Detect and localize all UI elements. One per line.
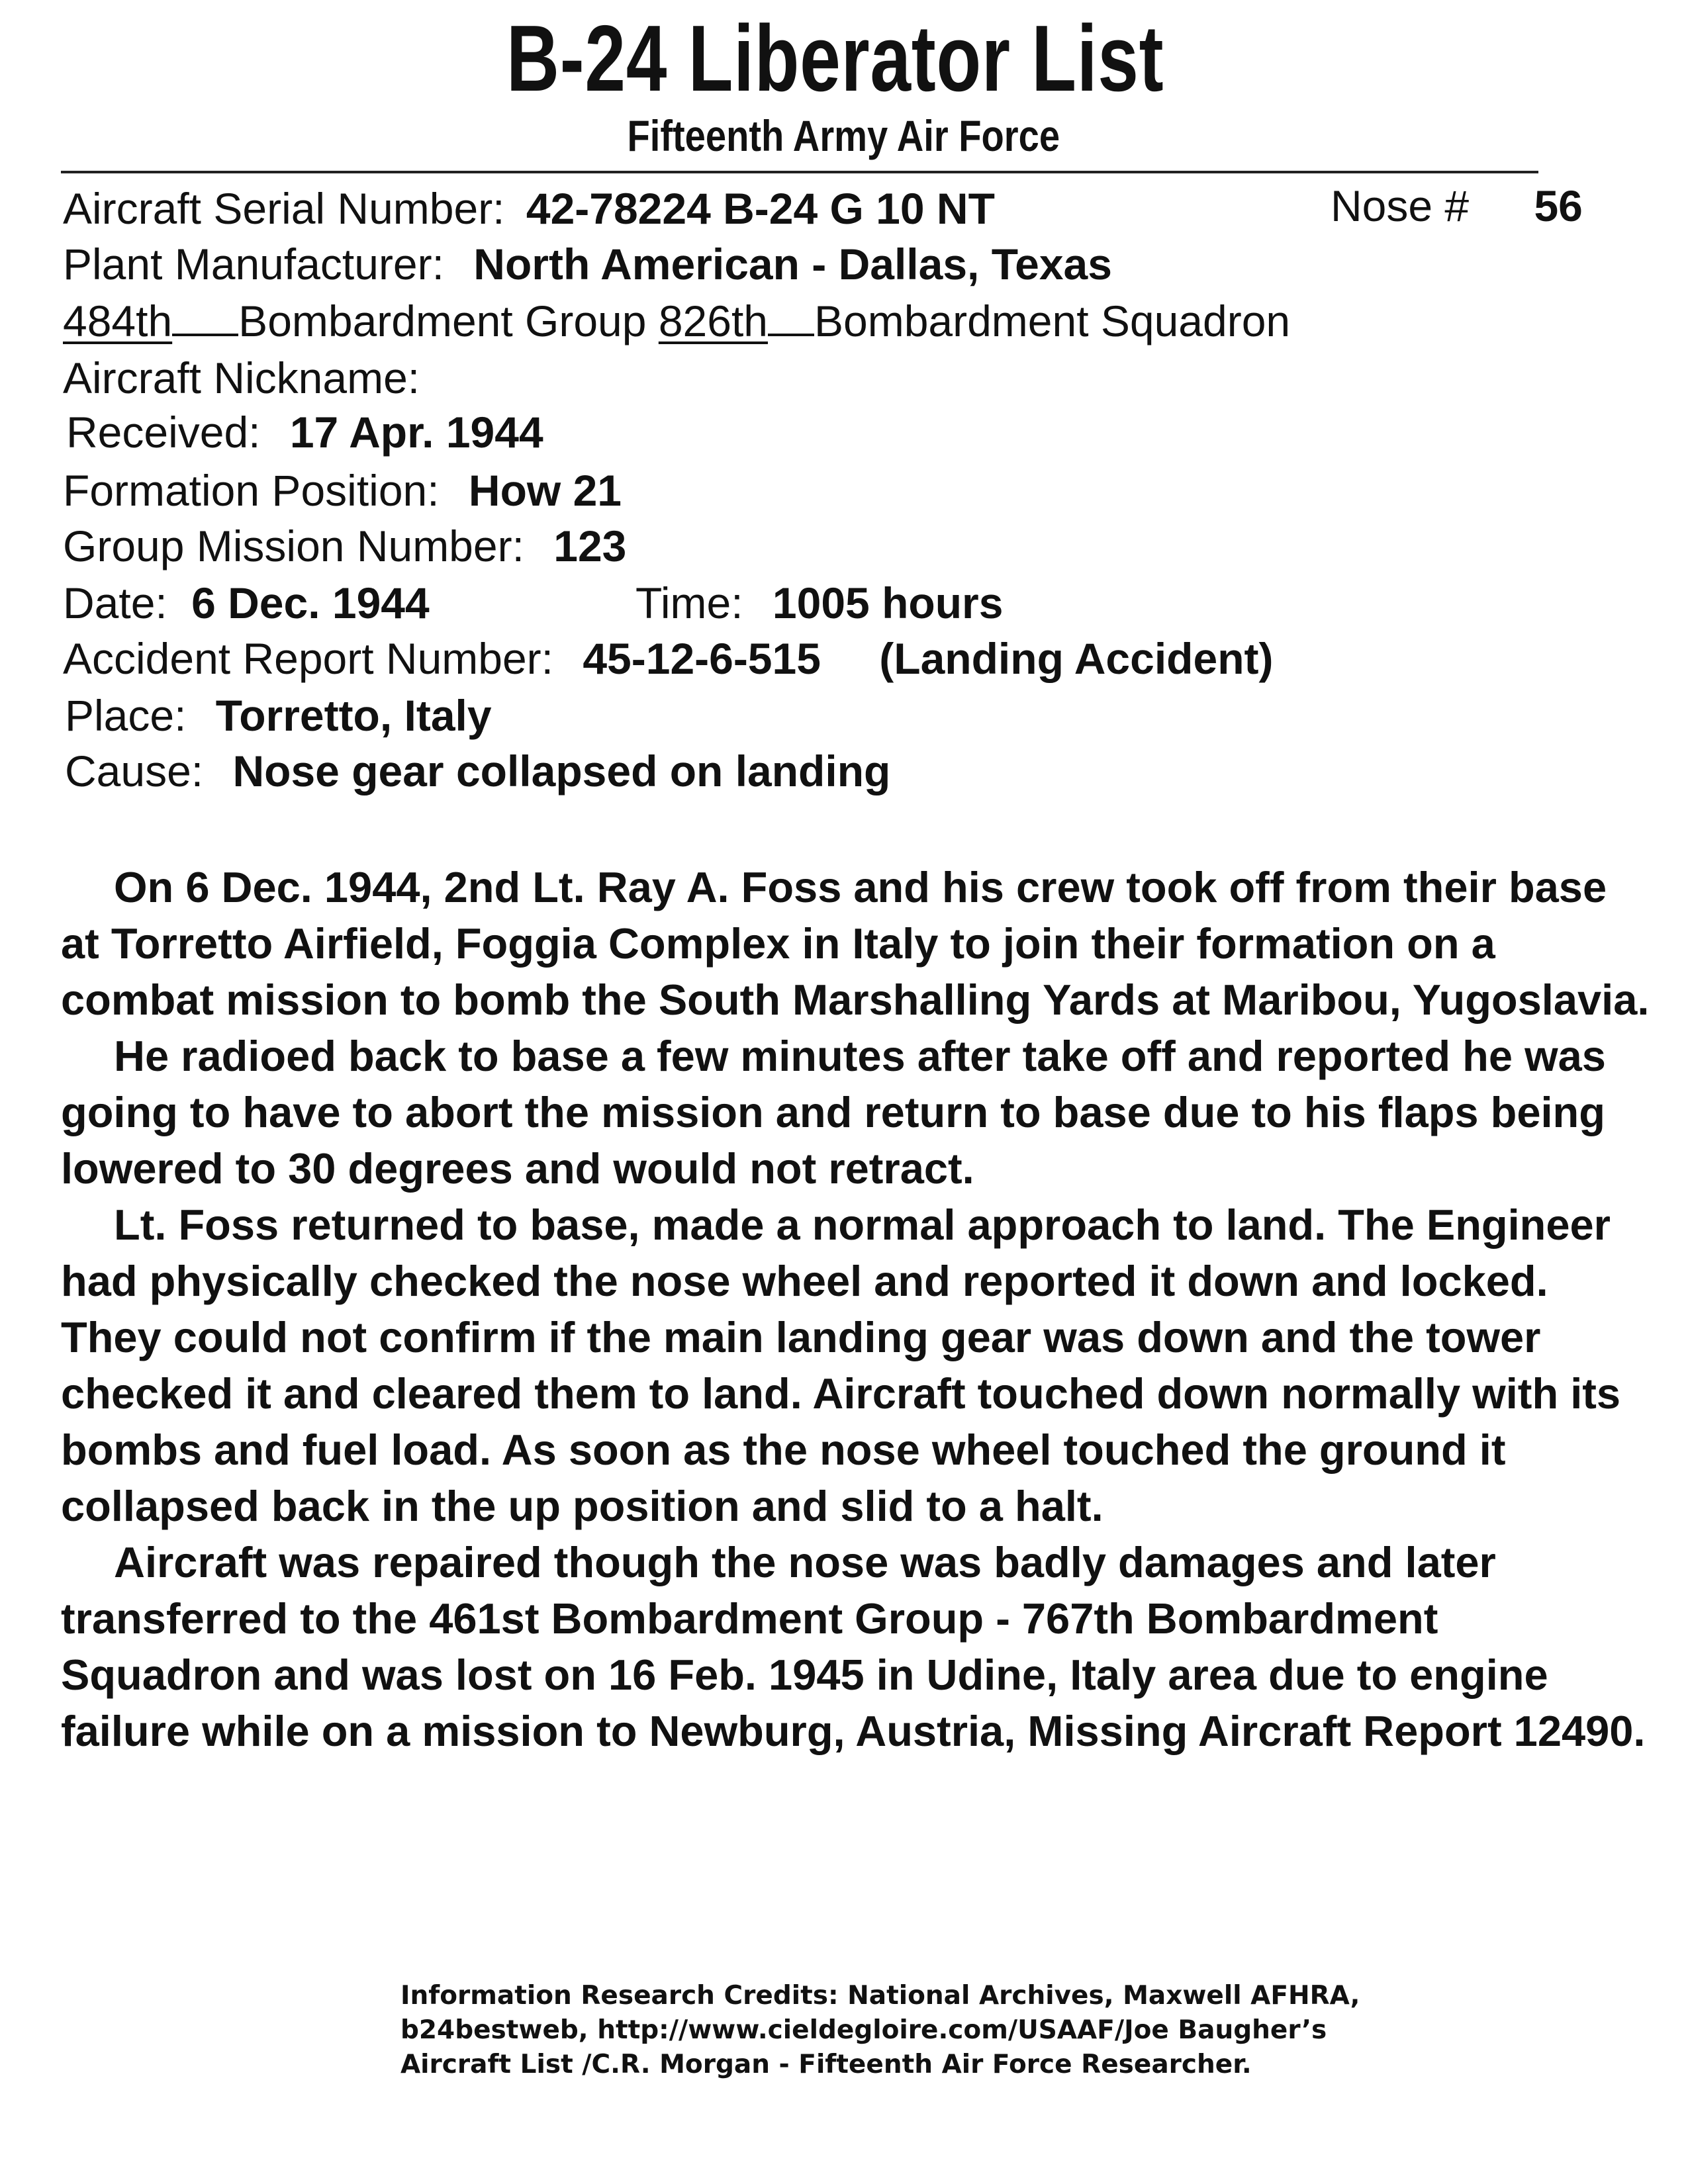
nose-number-value: 56 (1534, 181, 1583, 230)
document-subtitle: Fifteenth Army Air Force (627, 111, 1060, 160)
narrative-paragraph: Lt. Foss returned to base, made a normal approach to land. The Engineer had physically checked the nose wheel and reported it down and locked. They could not confirm if the main landing gear was down and the tower checked it and cleared them to land. Aircraft touched down normally with its bombs and fuel load. As soon as the nose wheel touched the ground it collapsed back in the up position and slid to a halt. (61, 1201, 1621, 1530)
group-label: Bombardment Group (238, 296, 647, 345)
received-label: Received: (66, 408, 261, 457)
credits-line: Information Research Credits: National Archives, Maxwell AFHRA, (400, 1981, 1360, 2011)
place-label: Place: (65, 691, 187, 740)
mission-value: 123 (553, 522, 627, 570)
plant-manufacturer-value: North American - Dallas, Texas (473, 240, 1112, 289)
group-number: 484th (63, 296, 173, 345)
accident-type: (Landing Accident) (879, 634, 1274, 683)
squadron-label: Bombardment Squadron (814, 296, 1291, 345)
accident-report-number: 45-12-6-515 (583, 634, 821, 683)
narrative-paragraph: On 6 Dec. 1944, 2nd Lt. Ray A. Foss and his crew took off from their base at Torretto Airfield, Foggia Complex in Italy to join their formation on a combat mission to bomb the South Marshalling Yards at Maribou, Yugoslavia. (61, 863, 1650, 1024)
narrative-paragraph: Aircraft was repaired though the nose was badly damages and later transferred to the 461st Bombardment Group - 767th Bombardment Squadron and was lost on 16 Feb. 1945 in Udine, Italy area due to engine failure while on a mission to Newburg, Austria, Missing Aircraft Report 12490. (61, 1538, 1646, 1755)
formation-row (63, 466, 622, 515)
serial-number-row (63, 184, 995, 233)
squadron-number: 826th (658, 296, 768, 345)
cause-label: Cause: (65, 747, 204, 796)
accident-label: Accident Report Number: (63, 634, 553, 683)
date-label: Date: (63, 578, 167, 627)
credits-line: Aircraft List /C.R. Morgan - Fifteenth Air Force Researcher. (400, 2050, 1252, 2079)
mission-row (63, 524, 626, 568)
nickname-row (63, 353, 420, 402)
document-title: B-24 Liberator List (506, 6, 1164, 111)
nickname-label: Aircraft Nickname: (63, 353, 420, 402)
serial-number-label: Aircraft Serial Number: (63, 184, 505, 233)
research-credits (400, 1979, 1393, 2082)
accident-row (63, 634, 1274, 683)
plant-manufacturer-row (63, 240, 1112, 289)
formation-label: Formation Position: (63, 466, 440, 515)
date-row (63, 578, 430, 627)
nose-number-row (1331, 181, 1583, 230)
narrative (61, 859, 1650, 1759)
time-value: 1005 hours (772, 578, 1004, 627)
time-row (635, 578, 1004, 627)
narrative-paragraph: He radioed back to base a few minutes after take off and reported he was going to have to abort the mission and return to base due to his flaps being lowered to 30 degrees and would not retract. (61, 1032, 1606, 1193)
cause-row (65, 747, 891, 796)
received-row (66, 408, 543, 457)
received-value: 17 Apr. 1944 (289, 408, 543, 457)
formation-value: How 21 (468, 466, 622, 515)
place-row (65, 691, 492, 740)
unit-row (63, 296, 1291, 345)
credits-line: b24bestweb, http://www.cieldegloire.com/USAAF/Joe Baugher’s (400, 2015, 1327, 2045)
group-underline (172, 300, 238, 336)
time-label: Time: (635, 578, 743, 627)
place-value: Torretto, Italy (215, 691, 492, 740)
date-value: 6 Dec. 1944 (191, 578, 430, 627)
squadron-underline (768, 300, 814, 336)
mission-label: Group Mission Number: (63, 522, 524, 570)
plant-manufacturer-label: Plant Manufacturer: (63, 240, 444, 289)
nose-number-label: Nose # (1331, 181, 1470, 230)
header-divider (61, 171, 1538, 173)
serial-number-value: 42-78224 B-24 G 10 NT (526, 184, 995, 233)
cause-value: Nose gear collapsed on landing (232, 747, 891, 796)
